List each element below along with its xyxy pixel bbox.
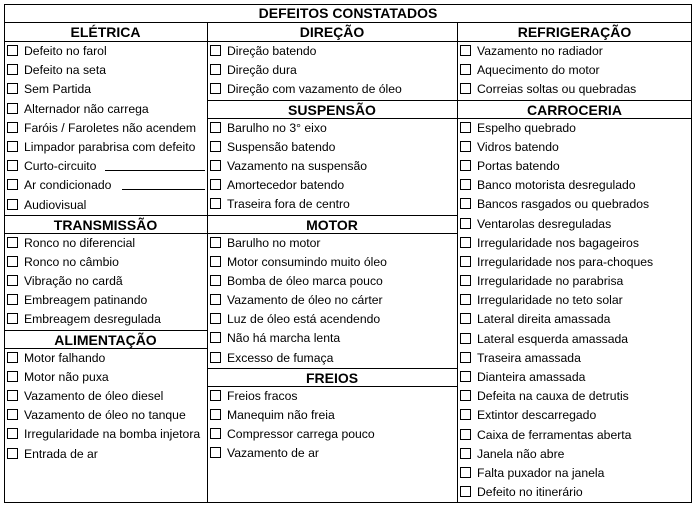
checklist-item xyxy=(457,80,692,99)
checklist-item xyxy=(4,253,207,272)
checklist-item-label: Motor consumindo muito óleo xyxy=(227,254,387,269)
checklist-item xyxy=(207,253,457,272)
checklist-item-label: Direção batendo xyxy=(227,44,317,58)
checkbox-falta-puxador-na-janela[interactable] xyxy=(460,467,471,478)
checklist-item-label: Amortecedor batendo xyxy=(227,178,345,193)
checklist-item xyxy=(457,406,692,425)
checklist-item-label: Janela não abre xyxy=(477,446,565,461)
checklist-item xyxy=(4,445,207,464)
checkbox-vibracao-no-carda[interactable] xyxy=(7,275,18,286)
checklist-item-label: Vazamento de óleo diesel xyxy=(24,389,164,403)
checkbox-vazamento-de-oleo-no-tanque[interactable] xyxy=(7,409,18,420)
checklist-item-label: Vazamento de óleo no cárter xyxy=(227,293,383,308)
checklist-item-label: Espelho quebrado xyxy=(477,120,576,135)
checklist-item xyxy=(457,234,692,253)
checkbox-direcao-com-vazamento-de-oleo[interactable] xyxy=(210,83,221,94)
checklist-item xyxy=(4,157,207,176)
checklist-item xyxy=(457,368,692,387)
section-heading-transmissao: TRANSMISSÃO xyxy=(4,215,207,234)
checklist-item xyxy=(4,291,207,310)
checklist-item xyxy=(207,291,457,310)
checklist-item-label: Compressor carrega pouco xyxy=(227,427,375,442)
checkbox-direcao-dura[interactable] xyxy=(210,64,221,75)
checklist-item-label: Irregularidade nos bagageiros xyxy=(477,235,639,250)
checklist-item xyxy=(457,387,692,406)
section-heading-direcao: DIREÇÃO xyxy=(207,23,457,42)
checkbox-luz-de-oleo-esta-acendendo[interactable] xyxy=(210,313,221,324)
checklist-item xyxy=(207,157,457,176)
checklist-item xyxy=(457,291,692,310)
checkbox-irregularidade-na-bomba-injetora[interactable] xyxy=(7,428,18,439)
checklist-item-label: Defeita na cauxa de detrutis xyxy=(477,389,629,404)
checkbox-audiovisual[interactable] xyxy=(7,199,18,210)
checklist-item-label: Bomba de óleo marca pouco xyxy=(227,273,383,288)
checklist-item-label: Defeito na seta xyxy=(24,63,106,78)
checklist-item-label: Vidros batendo xyxy=(477,139,559,154)
checkbox-ronco-no-diferencial[interactable] xyxy=(7,237,18,248)
section-heading-refrigeracao: REFRIGERAÇÃO xyxy=(457,23,692,42)
checkbox-barulho-no-3-eixo[interactable] xyxy=(210,122,221,133)
checklist-item-label: Faróis / Faroletes não acendem xyxy=(24,120,197,135)
checkbox-motor-nao-puxa[interactable] xyxy=(7,371,18,382)
checklist-item xyxy=(4,119,207,138)
checklist-item xyxy=(4,425,207,444)
checklist-item xyxy=(207,425,457,444)
checklist-item-label: Irregularidade nos para-choques xyxy=(477,254,654,269)
checklist-item xyxy=(207,406,457,425)
checklist-item xyxy=(207,329,457,348)
checklist-item-label: Portas batendo xyxy=(477,158,560,173)
checkbox-defeito-na-seta[interactable] xyxy=(7,64,18,75)
checkbox-compressor-carrega-pouco[interactable] xyxy=(210,428,221,439)
section-heading-carroceria: CARROCERIA xyxy=(457,100,692,119)
section-heading-motor: MOTOR xyxy=(207,215,457,234)
checklist-item-label: Aquecimento do motor xyxy=(477,63,600,78)
checklist-item xyxy=(457,157,692,176)
checklist-item xyxy=(207,138,457,157)
checklist-item-label: Audiovisual xyxy=(24,197,87,212)
checklist-item-label: Traseira amassada xyxy=(477,350,581,365)
checklist-item-label: Irregularidade no parabrisa xyxy=(477,274,624,289)
checklist-item xyxy=(4,80,207,99)
checklist-item xyxy=(4,196,207,215)
checklist-item-label: Sem Partida xyxy=(24,82,92,97)
checklist-item xyxy=(457,426,692,445)
checklist-item-label: Ronco no câmbio xyxy=(24,254,119,269)
checklist-item xyxy=(457,483,692,502)
checklist-item xyxy=(4,234,207,253)
checklist-item xyxy=(207,272,457,291)
checklist-item-label: Ventarolas desreguladas xyxy=(477,216,612,231)
checklist-item xyxy=(457,215,692,234)
checkbox-defeita-na-cauxa-de-detrutis[interactable] xyxy=(460,390,471,401)
checkbox-extintor-descarregado[interactable] xyxy=(460,409,471,420)
checklist-item-label: Defeito no itinerário xyxy=(477,485,583,500)
checkbox-irregularidade-nos-bagageiros[interactable] xyxy=(460,237,471,248)
checklist-item-label: Vibração no cardã xyxy=(24,274,123,289)
checkbox-entrada-de-ar[interactable] xyxy=(7,448,18,459)
checklist-item-label: Luz de óleo está acendendo xyxy=(227,312,381,327)
checklist-item-label: Vazamento de ar xyxy=(227,446,319,461)
checklist-item-label: Embreagem patinando xyxy=(24,293,148,308)
checkbox-defeito-no-farol[interactable] xyxy=(7,45,18,56)
checkbox-ventarolas-desreguladas[interactable] xyxy=(460,218,471,229)
checklist-item xyxy=(207,80,457,99)
checkbox-irregularidade-nos-para-choques[interactable] xyxy=(460,256,471,267)
checklist-item-label: Extintor descarregado xyxy=(477,408,597,423)
checkbox-direcao-batendo[interactable] xyxy=(210,45,221,56)
checklist-item xyxy=(207,42,457,61)
checklist-item-label: Lateral esquerda amassada xyxy=(477,331,629,346)
checklist-item-label: Entrada de ar xyxy=(24,446,98,461)
checklist-item xyxy=(457,445,692,464)
checklist-item-label: Limpador parabrisa com defeito xyxy=(24,139,196,154)
checklist-item-label: Ar condicionado xyxy=(24,178,112,193)
checkbox-vazamento-de-ar[interactable] xyxy=(210,447,221,458)
checklist-item xyxy=(457,138,692,157)
checkbox-lateral-esquerda-amassada[interactable] xyxy=(460,333,471,344)
section-heading-suspensao: SUSPENSÃO xyxy=(207,100,457,119)
form-title: DEFEITOS CONSTATADOS xyxy=(4,4,692,23)
checkbox-sem-partida[interactable] xyxy=(7,83,18,94)
checkbox-motor-consumindo-muito-oleo[interactable] xyxy=(210,256,221,267)
checklist-item-label: Vazamento no radiador xyxy=(477,44,603,58)
checkbox-caixa-de-ferramentas-aberta[interactable] xyxy=(460,429,471,440)
checklist-item xyxy=(457,330,692,349)
checklist-item-label: Barulho no motor xyxy=(227,235,321,250)
checklist-item xyxy=(4,387,207,406)
checkbox-motor-falhando[interactable] xyxy=(7,352,18,363)
checkbox-banco-motorista-desregulado[interactable] xyxy=(460,179,471,190)
checkbox-embreagem-patinando[interactable] xyxy=(7,294,18,305)
checklist-item xyxy=(457,349,692,368)
checklist-item xyxy=(4,310,207,329)
checklist-item xyxy=(4,138,207,157)
checkbox-traseira-fora-de-centro[interactable] xyxy=(210,198,221,209)
checkbox-vazamento-de-oleo-no-carter[interactable] xyxy=(210,294,221,305)
checkbox-irregularidade-no-teto-solar[interactable] xyxy=(460,294,471,305)
section-heading-alimentacao: ALIMENTAÇÃO xyxy=(4,330,207,349)
checklist-item-label: Suspensão batendo xyxy=(227,139,336,154)
checkbox-vazamento-no-radiador[interactable] xyxy=(460,45,471,56)
checklist-item-label: Manequim não freia xyxy=(227,408,335,422)
checkbox-limpador-parabrisa-com-defeito[interactable] xyxy=(7,141,18,152)
checkbox-curto-circuito[interactable] xyxy=(7,160,18,171)
checklist-item xyxy=(457,464,692,483)
checklist-item-label: Motor falhando xyxy=(24,350,106,365)
checkbox-barulho-no-motor[interactable] xyxy=(210,237,221,248)
checklist-item xyxy=(4,368,207,387)
write-in-line[interactable] xyxy=(105,157,205,171)
checklist-item-label: Excesso de fumaça xyxy=(227,350,334,365)
checklist-item-label: Lateral direita amassada xyxy=(477,312,611,327)
checkbox-janela-nao-abre[interactable] xyxy=(460,448,471,459)
checkbox-manequim-nao-freia[interactable] xyxy=(210,409,221,420)
checklist-item-label: Falta puxador na janela xyxy=(477,465,605,480)
checkbox-bancos-rasgados-ou-quebrados[interactable] xyxy=(460,198,471,209)
checklist-item-label: Dianteira amassada xyxy=(477,370,586,384)
write-in-line[interactable] xyxy=(122,176,205,190)
checklist-item xyxy=(207,119,457,138)
checkbox-freios-fracos[interactable] xyxy=(210,390,221,401)
checkbox-bomba-de-oleo-marca-pouco[interactable] xyxy=(210,275,221,286)
checkbox-traseira-amassada[interactable] xyxy=(460,352,471,363)
checkbox-correias-soltas-ou-quebradas[interactable] xyxy=(460,83,471,94)
checklist-item xyxy=(4,100,207,119)
checklist-item-label: Ronco no diferencial xyxy=(24,235,136,250)
checklist-item xyxy=(4,272,207,291)
checklist-item-label: Direção com vazamento de óleo xyxy=(227,82,402,97)
checklist-item-label: Vazamento na suspensão xyxy=(227,158,368,173)
checkbox-vidros-batendo[interactable] xyxy=(460,141,471,152)
checklist-item-label: Curto-circuito xyxy=(24,159,97,174)
checklist-item xyxy=(457,61,692,80)
checklist-item-label: Não há marcha lenta xyxy=(227,331,341,346)
checkbox-espelho-quebrado[interactable] xyxy=(460,122,471,133)
checklist-item-label: Motor não puxa xyxy=(24,369,109,384)
checklist-item xyxy=(457,310,692,329)
checkbox-portas-batendo[interactable] xyxy=(460,160,471,171)
checklist-item xyxy=(457,195,692,214)
checkbox-amortecedor-batendo[interactable] xyxy=(210,179,221,190)
checklist-item-label: Barulho no 3° eixo xyxy=(227,120,327,135)
checklist-item xyxy=(457,272,692,291)
checkbox-irregularidade-no-parabrisa[interactable] xyxy=(460,275,471,286)
checklist-item xyxy=(207,61,457,80)
checkbox-lateral-direita-amassada[interactable] xyxy=(460,313,471,324)
checklist-item-label: Embreagem desregulada xyxy=(24,312,161,327)
checkbox-suspensao-batendo[interactable] xyxy=(210,141,221,152)
checklist-item-label: Vazamento de óleo no tanque xyxy=(24,408,186,423)
checklist-item xyxy=(4,42,207,61)
checkbox-farois-faroletes-nao-acendem[interactable] xyxy=(7,122,18,133)
checkbox-nao-ha-marcha-lenta[interactable] xyxy=(210,332,221,343)
checkbox-alternador-nao-carrega[interactable] xyxy=(7,103,18,114)
checklist-item xyxy=(207,310,457,329)
checklist-item-label: Correias soltas ou quebradas xyxy=(477,82,637,97)
checkbox-defeito-no-itinerario[interactable] xyxy=(460,486,471,497)
checklist-item xyxy=(207,234,457,253)
checkbox-ronco-no-cambio[interactable] xyxy=(7,256,18,267)
column-middle xyxy=(207,23,457,503)
checklist-item xyxy=(457,42,692,61)
checklist-item xyxy=(457,176,692,195)
checklist-item xyxy=(457,119,692,138)
checkbox-vazamento-na-suspensao[interactable] xyxy=(210,160,221,171)
checklist-item xyxy=(4,349,207,368)
checklist-item-label: Traseira fora de centro xyxy=(227,197,350,212)
checklist-item-label: Freios fracos xyxy=(227,388,298,403)
checklist-item xyxy=(207,195,457,214)
checkbox-ar-condicionado[interactable] xyxy=(7,179,18,190)
checklist-item-label: Bancos rasgados ou quebrados xyxy=(477,197,650,212)
checklist-item xyxy=(207,387,457,406)
checklist-item xyxy=(4,176,207,195)
section-heading-freios: FREIOS xyxy=(207,368,457,387)
checkbox-excesso-de-fumaca[interactable] xyxy=(210,352,221,363)
checklist-item-label: Irregularidade no teto solar xyxy=(477,293,623,308)
checklist-item-label: Caixa de ferramentas aberta xyxy=(477,427,632,442)
column-left xyxy=(4,23,207,503)
checkbox-embreagem-desregulada[interactable] xyxy=(7,313,18,324)
checklist-item-label: Banco motorista desregulado xyxy=(477,178,636,193)
checklist-item-label: Defeito no farol xyxy=(24,44,107,58)
checklist-item xyxy=(207,176,457,195)
checklist-item xyxy=(4,406,207,425)
section-heading-eletrica: ELÉTRICA xyxy=(4,23,207,42)
checkbox-aquecimento-do-motor[interactable] xyxy=(460,64,471,75)
checklist-item xyxy=(4,61,207,80)
checklist-item-label: Alternador não carrega xyxy=(24,101,149,116)
checkbox-vazamento-de-oleo-diesel[interactable] xyxy=(7,390,18,401)
checklist-item xyxy=(207,444,457,463)
column-right xyxy=(457,23,692,503)
checklist-item-label: Irregularidade na bomba injetora xyxy=(24,427,201,442)
checklist-item xyxy=(457,253,692,272)
checkbox-dianteira-amassada[interactable] xyxy=(460,371,471,382)
checklist-item-label: Direção dura xyxy=(227,63,297,78)
checklist-item xyxy=(207,349,457,368)
